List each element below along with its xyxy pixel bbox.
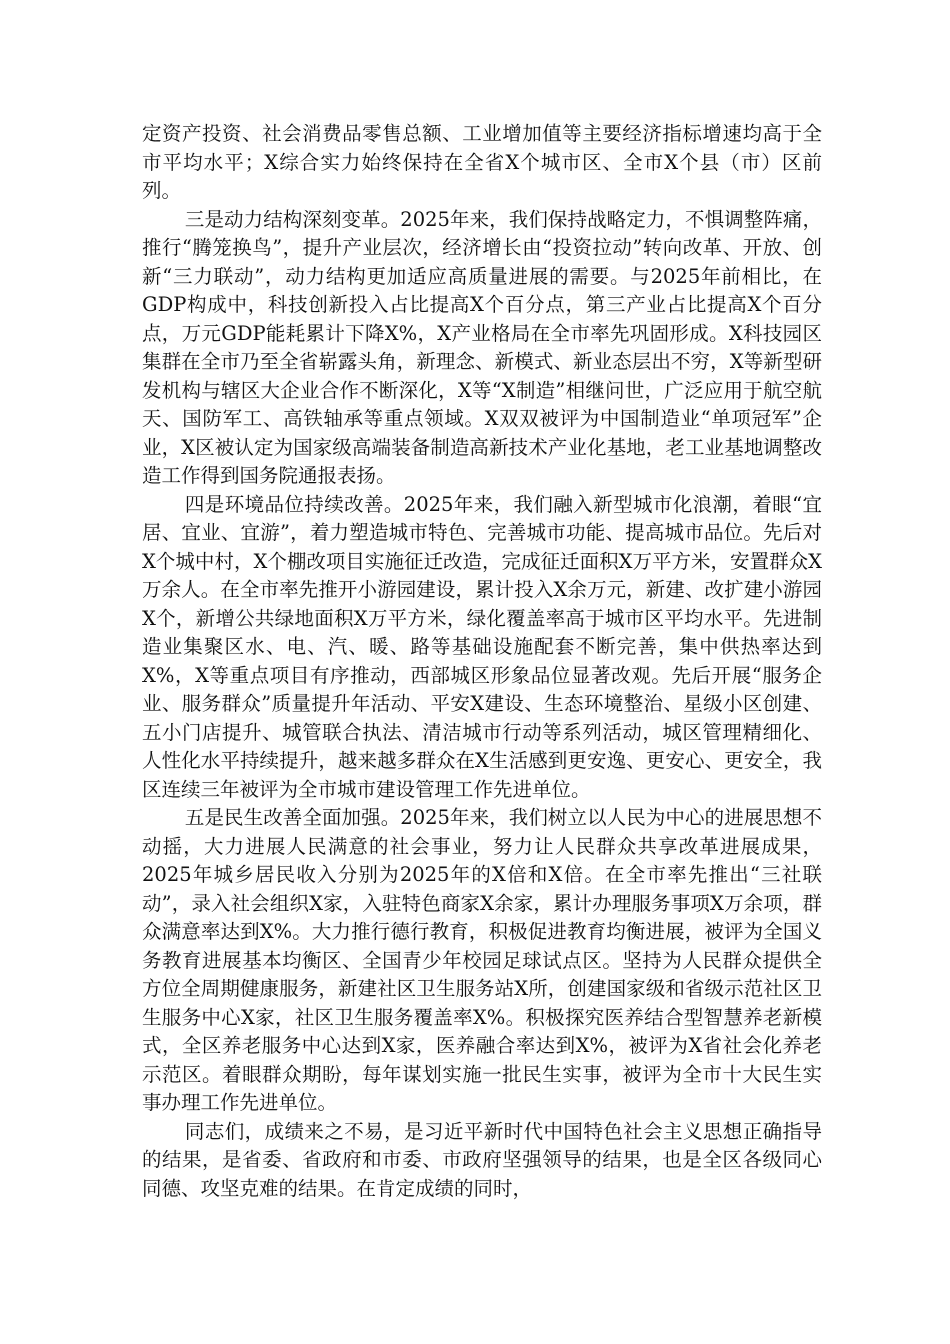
document-page: [142, 120, 822, 1203]
paragraph-continuation: 定资产投资、社会消费品零售总额、工业增加值等主要经济指标增速均高于全市平均水平；X综合实力始终保持在全省X个城市区、全市X个县（市）区前列。: [142, 122, 822, 202]
paragraph-dynamic-structure: 三是动力结构深刻变革。2025年来，我们保持战略定力，不惧调整阵痛，推行“腾笼换鸟”，提升产业层次，经济增长由“投资拉动”转向改革、开放、创新“三力联动”，动力结构更加适应高质量进展的需要。与2025年前相比，在GDP构成中，科技创新投入占比提高X个百分点，第三产业占比提高X个百分点，万元GDP能耗累计下降X%，X产业格局在全市率先巩固形成。X科技园区集群在全市乃至全省崭露头角，新理念、新模式、新业态层出不穷，X等新型研发机构与辖区大企业合作不断深化，X等“X制造”相继问世，广泛应用于航空航天、国防军工、高铁轴承等重点领域。X双双被评为中国制造业“单项冠军”企业，X区被认定为国家级高端装备制造高新技术产业化基地，老工业基地调整改造工作得到国务院通报表扬。: [142, 207, 822, 487]
paragraph-livelihood: 五是民生改善全面加强。2025年来，我们树立以人民为中心的进展思想不动摇，大力进展人民满意的社会事业，努力让人民群众共享改革进展成果，2025年城乡居民收入分别为2025年的X倍和X倍。在全市率先推出“三社联动”，录入社会组织X家，入驻特色商家X余家，累计办理服务事项X万余项，群众满意率达到X%。大力推行德行教育，积极促进教育均衡进展，被评为全国义务教育进展基本均衡区、全国青少年校园足球试点区。坚持为人民群众提供全方位全周期健康服务，新建社区卫生服务站X所，创建国家级和省级示范社区卫生服务中心X家，社区卫生服务覆盖率X%。积极探究医养结合型智慧养老新模式，全区养老服务中心达到X家，医养融合率达到X%，被评为X省社会化养老示范区。着眼群众期盼，每年谋划实施一批民生实事，被评为全市十大民生实事办理工作先进单位。: [142, 806, 822, 1114]
paragraph-environment: 四是环境品位持续改善。2025年来，我们融入新型城市化浪潮，着眼“宜居、宜业、宜游”，着力塑造城市特色、完善城市功能、提高城市品位。先后对X个城中村，X个棚改项目实施征迁改造，完成征迁面积X万平方米，安置群众X万余人。在全市率先推开小游园建设，累计投入X余万元，新建、改扩建小游园X个，新增公共绿地面积X万平方米，绿化覆盖率高于城市区平均水平。先进制造业集聚区水、电、汽、暖、路等基础设施配套不断完善，集中供热率达到X%，X等重点项目有序推动，西部城区形象品位显著改观。先后开展“服务企业、服务群众”质量提升年活动、平安X建设、生态环境整治、星级小区创建、五小门店提升、城管联合执法、清洁城市行动等系列活动，城区管理精细化、人性化水平持续提升，越来越多群众在X生活感到更安逸、更安心、更安全，我区连续三年被评为全市城市建设管理工作先进单位。: [142, 492, 822, 801]
paragraph-conclusion: 同志们，成绩来之不易，是习近平新时代中国特色社会主义思想正确指导的结果，是省委、省政府和市委、市政府坚强领导的结果，也是全区各级同心同德、攻坚克难的结果。在肯定成绩的同时，: [142, 1119, 822, 1200]
